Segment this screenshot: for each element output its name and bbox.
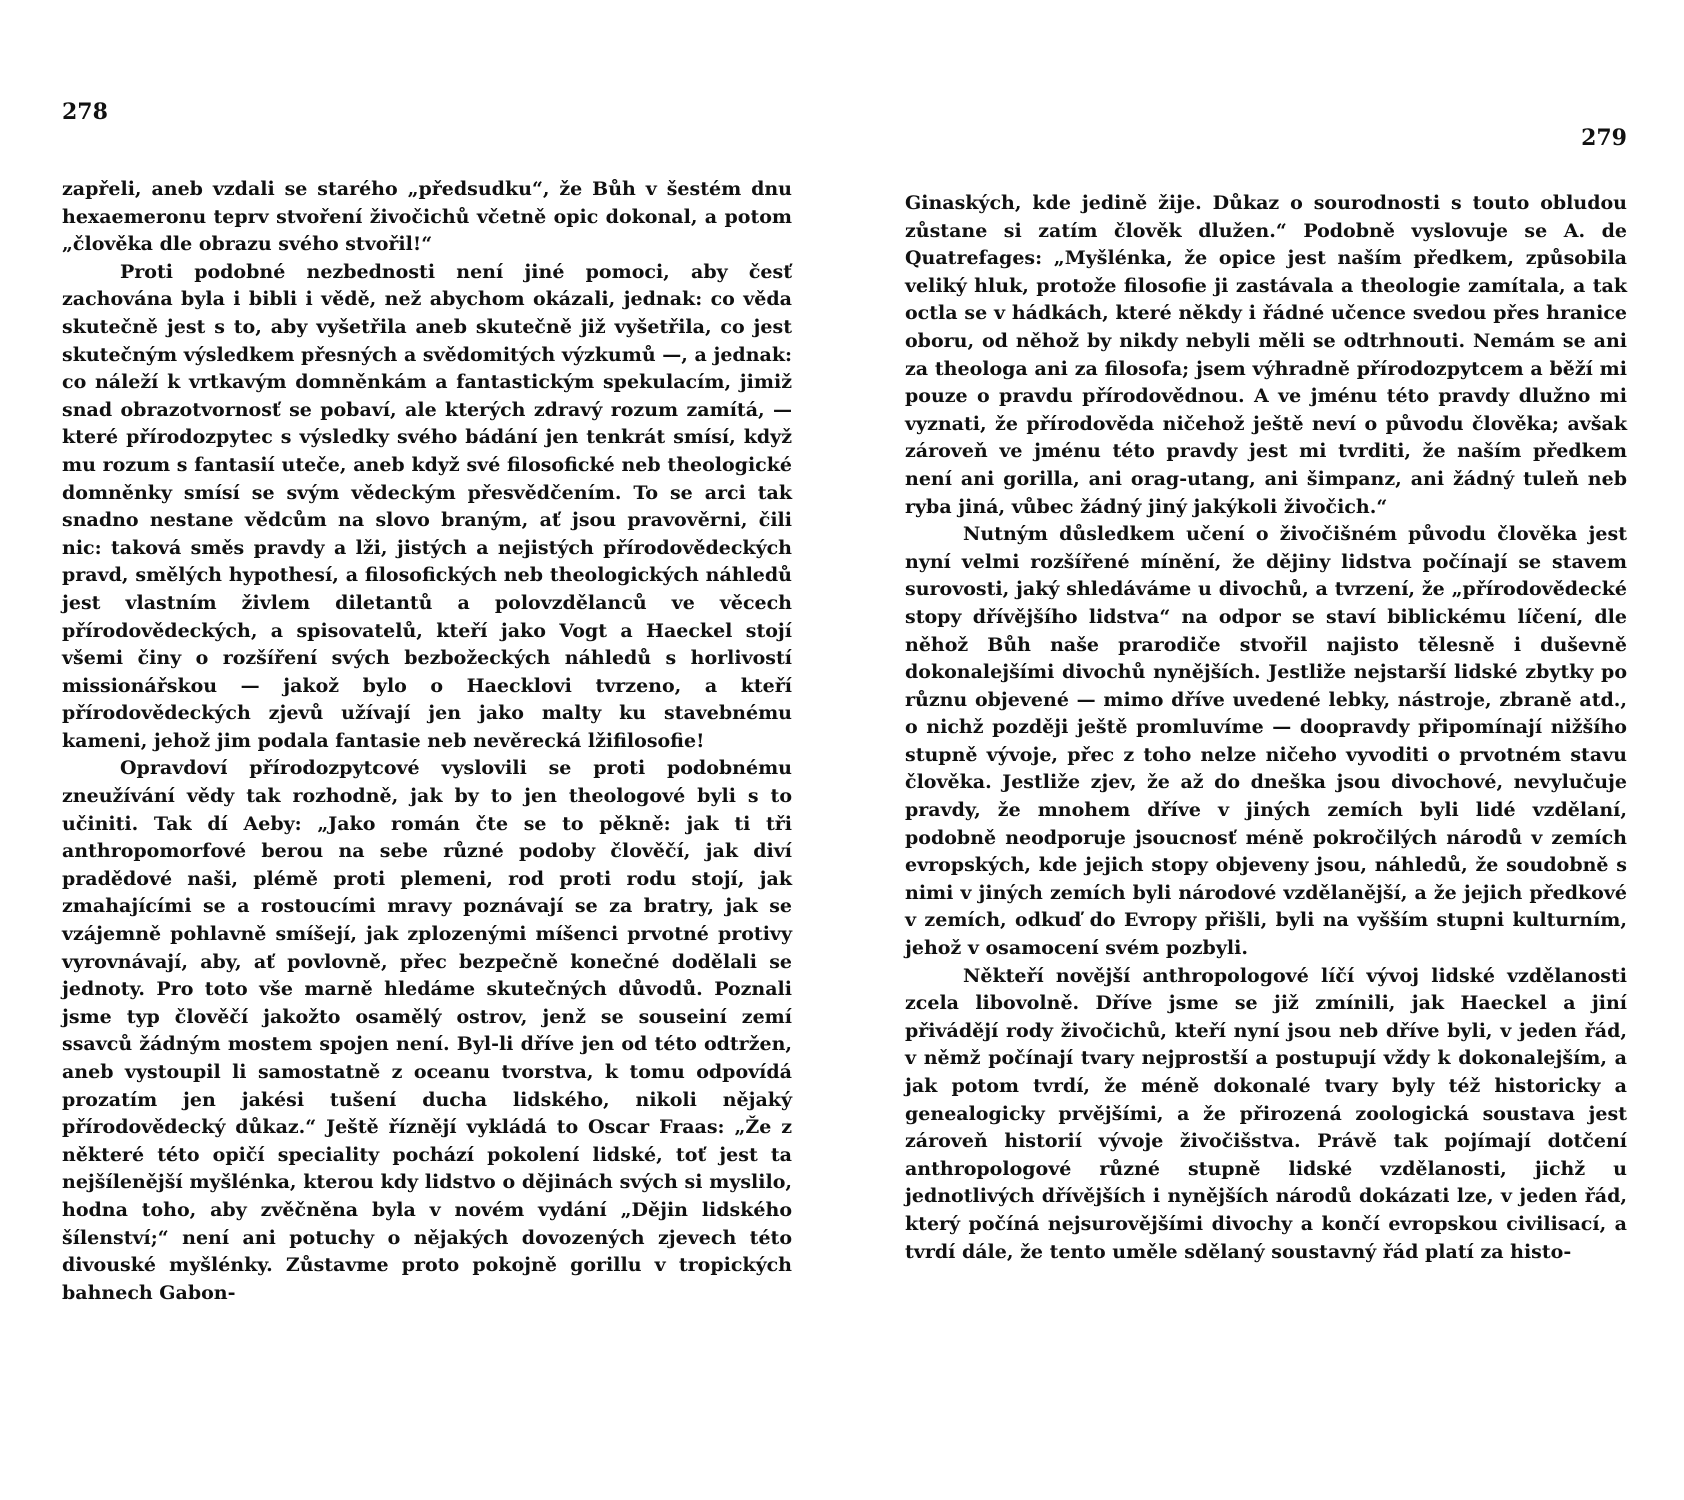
paragraph: Opravdoví přírodozpytcové vyslovili se proti podobnému zneužívání vědy tak rozhodně, jak by to jen theologové byli s to učiniti. Tak dí Aeby: „Jako román čte se to pěkně: jak ti tři anthropomorfové berou na sebe různé podoby člověčí, jak diví pradědové naši, plémě proti plemeni, rod proti rodu stojí, jak zmahajícími se a rostoucími mravy poznávají se za bratry, jak se vzájemně pohlavně smíšejí, jak zplozenými míšenci prvotné protivy vyrovnávají, aby, ať povlovně, přec bezpečně konečné dodělali se jednoty. Pro toto vše marně hledáme skutečných důvodů. Poznali jsme typ člověčí jakožto osamělý ostrov, jenž se souseiní zemí ssavců žádným mostem spojen není. Byl-li dříve jen od této odtržen, aneb vystoupil li samostatně z oceanu tvorstva, k tomu odpovídá prozatím jen jakési tušení ducha lidského, nikoli nějaký přírodovědecký důkaz.“ Ještě říznějí vykládá to Oscar Fraas: „Že z některé této opičí speciality pochází pokolení lidské, toť jest ta nejšílenější myšlénka, kterou kdy lidstvo o dějinách svých si myslilo, hodna toho, aby zvěčněna byla v novém vydání „Dějin lidského šílenství;“ není ani potuchy o nějakých dovozených zjevech této divouské myšlénky. Zůstavme proto pokojně gorillu v tropických bahnech Gabon-	[62, 757, 792, 1304]
paragraph: Ginaských, kde jedině žije. Důkaz o sourodnosti s touto obludou zůstane si zatím člověk dlužen.“ Podobně vyslovuje se A. de Quatrefages: „Myšlénka, že opice jest naším předkem, způsobila veliký hluk, protože filosofie ji zastávala a theologie zamítala, a tak octla se v hádkách, které někdy i řádné učence svedou přes hranice oboru, od něhož by nikdy nebyli měli se odtrhnouti. Nemám se ani za theologa ani za filosofa; jsem výhradně přírodozpytcem a běží mi pouze o pravdu přírodovědnou. A ve jménu této pravdy dlužno mi vyznati, že přírodověda ničehož ještě neví o původu člověka; avšak zároveň ve jménu této pravdy jest mi tvrditi, že naším předkem není ani gorilla, ani orag-utang, ani šimpanz, ani žádný tuleň neb ryba jiná, vůbec žádný jiný jakýkoli živočich.“	[905, 192, 1627, 518]
paragraph: Někteří novější anthropologové líčí vývoj lidské vzdělanosti zcela libovolně. Dříve jsme se již zmínili, jak Haeckel a jiní přivádějí rody živočichů, kteří nyní jsou neb dříve byli, v jeden řád, v němž počínají tvary nejprostší a postupují vždy k dokonalejším, a jak potom tvrdí, že méně dokonalé tvary byly též historicky a genealogicky prvějšími, a že přirozená zoologická soustava jest zároveň historií vývoje živočišstva. Právě tak pojímají dotčení anthropologové různé stupně lidské vzdělanosti, jichž u jednotlivých dřívějších i nynějších národů dokázati lze, v jeden řád, který počíná nejsurovějšími divochy a končí evropskou civilisací, a tvrdí dále, že tento uměle sdělaný soustavný řád platí za histo-	[905, 964, 1627, 1263]
page-number-right: 279	[1581, 125, 1627, 151]
paragraph: Nutným důsledkem učení o živočišném původu člověka jest nyní velmi rozšířené mínění, že dějiny lidstva počínají se stavem surovosti, jaký shledáváme u divochů, a tvrzení, že „přírodovědecké stopy dřívějšího lidstva“ na odpor se staví biblickému líčení, dle něhož Bůh naše prarodiče stvořil najisto tělesně i duševně dokonalejšími divochů nynějších. Jestliže nejstarší lidské zbytky po různu objevené — mimo dříve uvedené lebky, nástroje, zbraně atd., o nichž později ještě promluvíme — doopravdy připomínají nižšího stupně vývoje, přec z toho nelze ničeho vyvoditi o prvotném stavu člověka. Jestliže zjev, že až do dneška jsou divochové, nevylučuje pravdy, že mnohem dříve v jiných zemích byli lidé vzdělaní, podobně neodporuje jsoucnosť méně pokročilých národů v zemích evropských, kde jejich stopy objeveny jsou, náhledů, že soudobně s nimi v jiných zemích byli národové vzdělanější, a že jejich předkové v zemích, odkuď do Evropy přišli, byli na vyšším stupni kulturním, jehož v osamocení svém pozbyli.	[905, 523, 1627, 960]
paragraph: Proti podobné nezbednosti není jiné pomoci, aby česť zachována byla i bibli i vědě, než abychom okázali, jednak: co věda skutečně jest s to, aby vyšetřila aneb skutečně již vyšetřila, co jest skutečným výsledkem přesných a svědomitých výzkumů —, a jednak: co náleží k vrtkavým domněnkám a fantastickým spekulacím, jimiž snad obrazotvornosť se pobaví, ale kterých zdravý rozum zamítá, — které přírodozpytec s výsledky svého bádání jen tenkrát smísí, když mu rozum s fantasií uteče, aneb když své filosofické neb theologické domněnky smísí se svým vědeckým přesvědčením. To se arci tak snadno nestane vědcům na slovo braným, ať jsou pravověrni, čili nic: taková směs pravdy a lži, jistých a nejistých přírodovědeckých pravd, smělých hypothesí, a filosofických neb theologických náhledů jest vlastním živlem diletantů a polovzdělanců ve věcech přírodovědeckých, a spisovatelů, kteří jako Vogt a Haeckel stojí všemi činy o rozšíření svých bezbožeckých náhledů s horlivostí missionářskou — jakož bylo o Haecklovi tvrzeno, a kteří přírodovědeckých zjevů užívají jen jako malty ku stavebnému kameni, jehož jim podala fantasie neb nevěrecká lžifilosofie!	[62, 260, 792, 752]
left-page-text	[62, 176, 792, 1307]
paragraph: zapřeli, aneb vzdali se starého „předsudku“, že Bůh v šestém dnu hexaemeronu teprv stvoření živočichů včetně opic dokonal, a potom „člověka dle obrazu svého stvořil!“	[62, 178, 792, 256]
page-number-left: 278	[62, 99, 108, 125]
right-page-text	[905, 190, 1627, 1266]
